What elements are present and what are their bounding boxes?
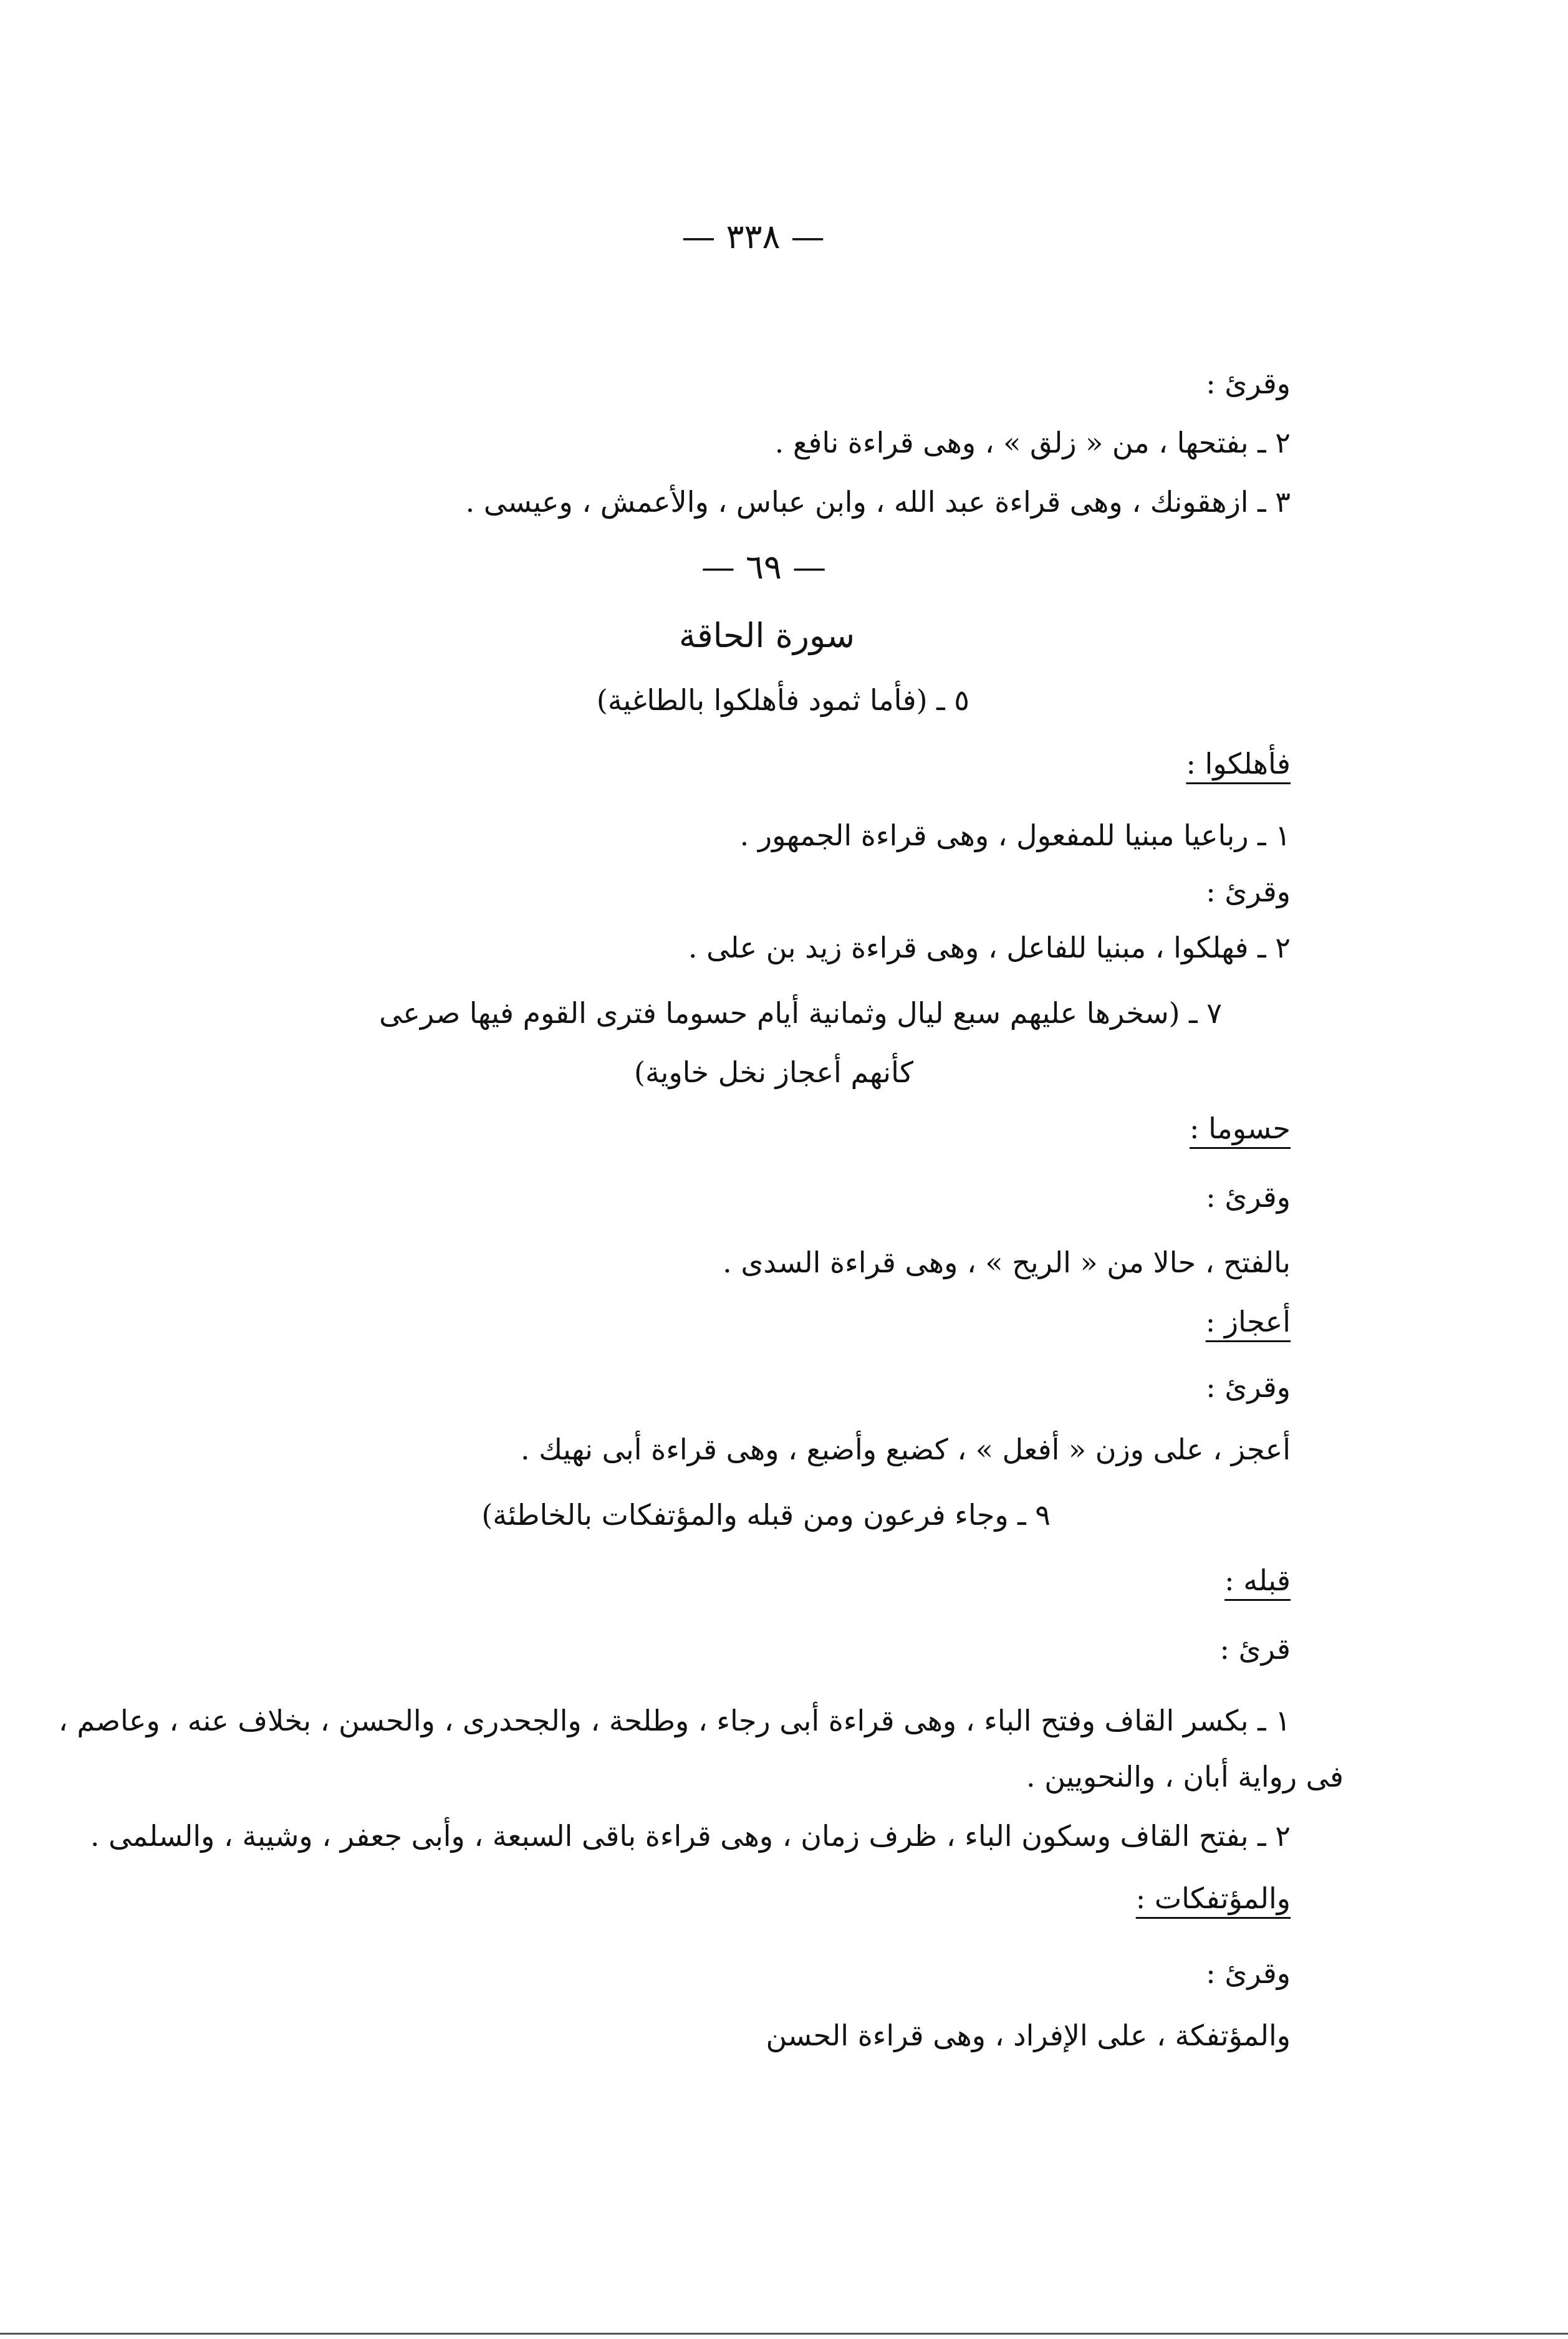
verse-quote: ٧ ـ (سخرها عليهم سبع ليال وثمانية أيام حسوما فترى القوم فيها صرعى [379, 996, 1222, 1030]
heading-mutafikat: والمؤتفكات : [1135, 1881, 1291, 1915]
verse-quote: ٥ ـ (فأما ثمود فأهلكوا بالطاغية) [596, 683, 969, 717]
verse-quote: ٩ ـ وجاء فرعون ومن قبله والمؤتفكات بالخاطئة) [481, 1498, 1051, 1532]
verse-quote: كأنهم أعجاز نخل خاوية) [634, 1055, 913, 1089]
section-number: — ٦٩ — [701, 547, 827, 587]
text-line: فى رواية أبان ، والنحويين . [1026, 1760, 1344, 1794]
text-line: بالفتح ، حالا من « الريح » ، وهى قراءة السدى . [723, 1246, 1291, 1279]
text-line: ١ ـ رباعيا مبنيا للمفعول ، وهى قراءة الجمهور . [739, 819, 1291, 852]
text-line: أعجز ، على وزن « أفعل » ، كضبع وأضبع ، وهى قراءة أبى نهيك . [521, 1433, 1291, 1466]
heading-qablahu: قبله : [1224, 1563, 1291, 1597]
page-bottom-edge [0, 2333, 1568, 2335]
text-line: وقرئ : [1206, 1180, 1291, 1214]
text-line: ٢ ـ فهلكوا ، مبنيا للفاعل ، وهى قراءة زيد بن على . [688, 931, 1291, 964]
text-line: وقرئ : [1206, 1370, 1291, 1404]
heading-fahlaku: فأهلكوا : [1186, 747, 1291, 780]
text-line: والمؤتفكة ، على الإفراد ، وهى قراءة الحسن [766, 2019, 1291, 2052]
heading-husuman: حسوما : [1189, 1112, 1291, 1145]
text-line: قرئ : [1219, 1632, 1291, 1666]
text-line: وقرئ : [1206, 367, 1291, 400]
text-line: وقرئ : [1206, 875, 1291, 908]
page-number: — ٣٣٨ — [681, 217, 825, 256]
text-line: ٢ ـ بفتحها ، من « زلق » ، وهى قراءة نافع . [774, 426, 1291, 459]
text-line: ١ ـ بكسر القاف وفتح الباء ، وهى قراءة أبى رجاء ، وطلحة ، والجحدرى ، والحسن ، بخلاف عنه ، وعاصم ، [58, 1704, 1291, 1737]
text-line: وقرئ : [1206, 1956, 1291, 1990]
heading-ajaz: أعجاز : [1205, 1305, 1291, 1338]
text-line: ٣ ـ ازهقونك ، وهى قراءة عبد الله ، وابن عباس ، والأعمش ، وعيسى . [465, 485, 1291, 519]
text-line: ٢ ـ بفتح القاف وسكون الباء ، ظرف زمان ، وهى قراءة باقى السبعة ، وأبى جعفر ، وشيبة ، والسلمى . [90, 1819, 1291, 1853]
surah-title: سورة الحاقة [678, 616, 855, 655]
